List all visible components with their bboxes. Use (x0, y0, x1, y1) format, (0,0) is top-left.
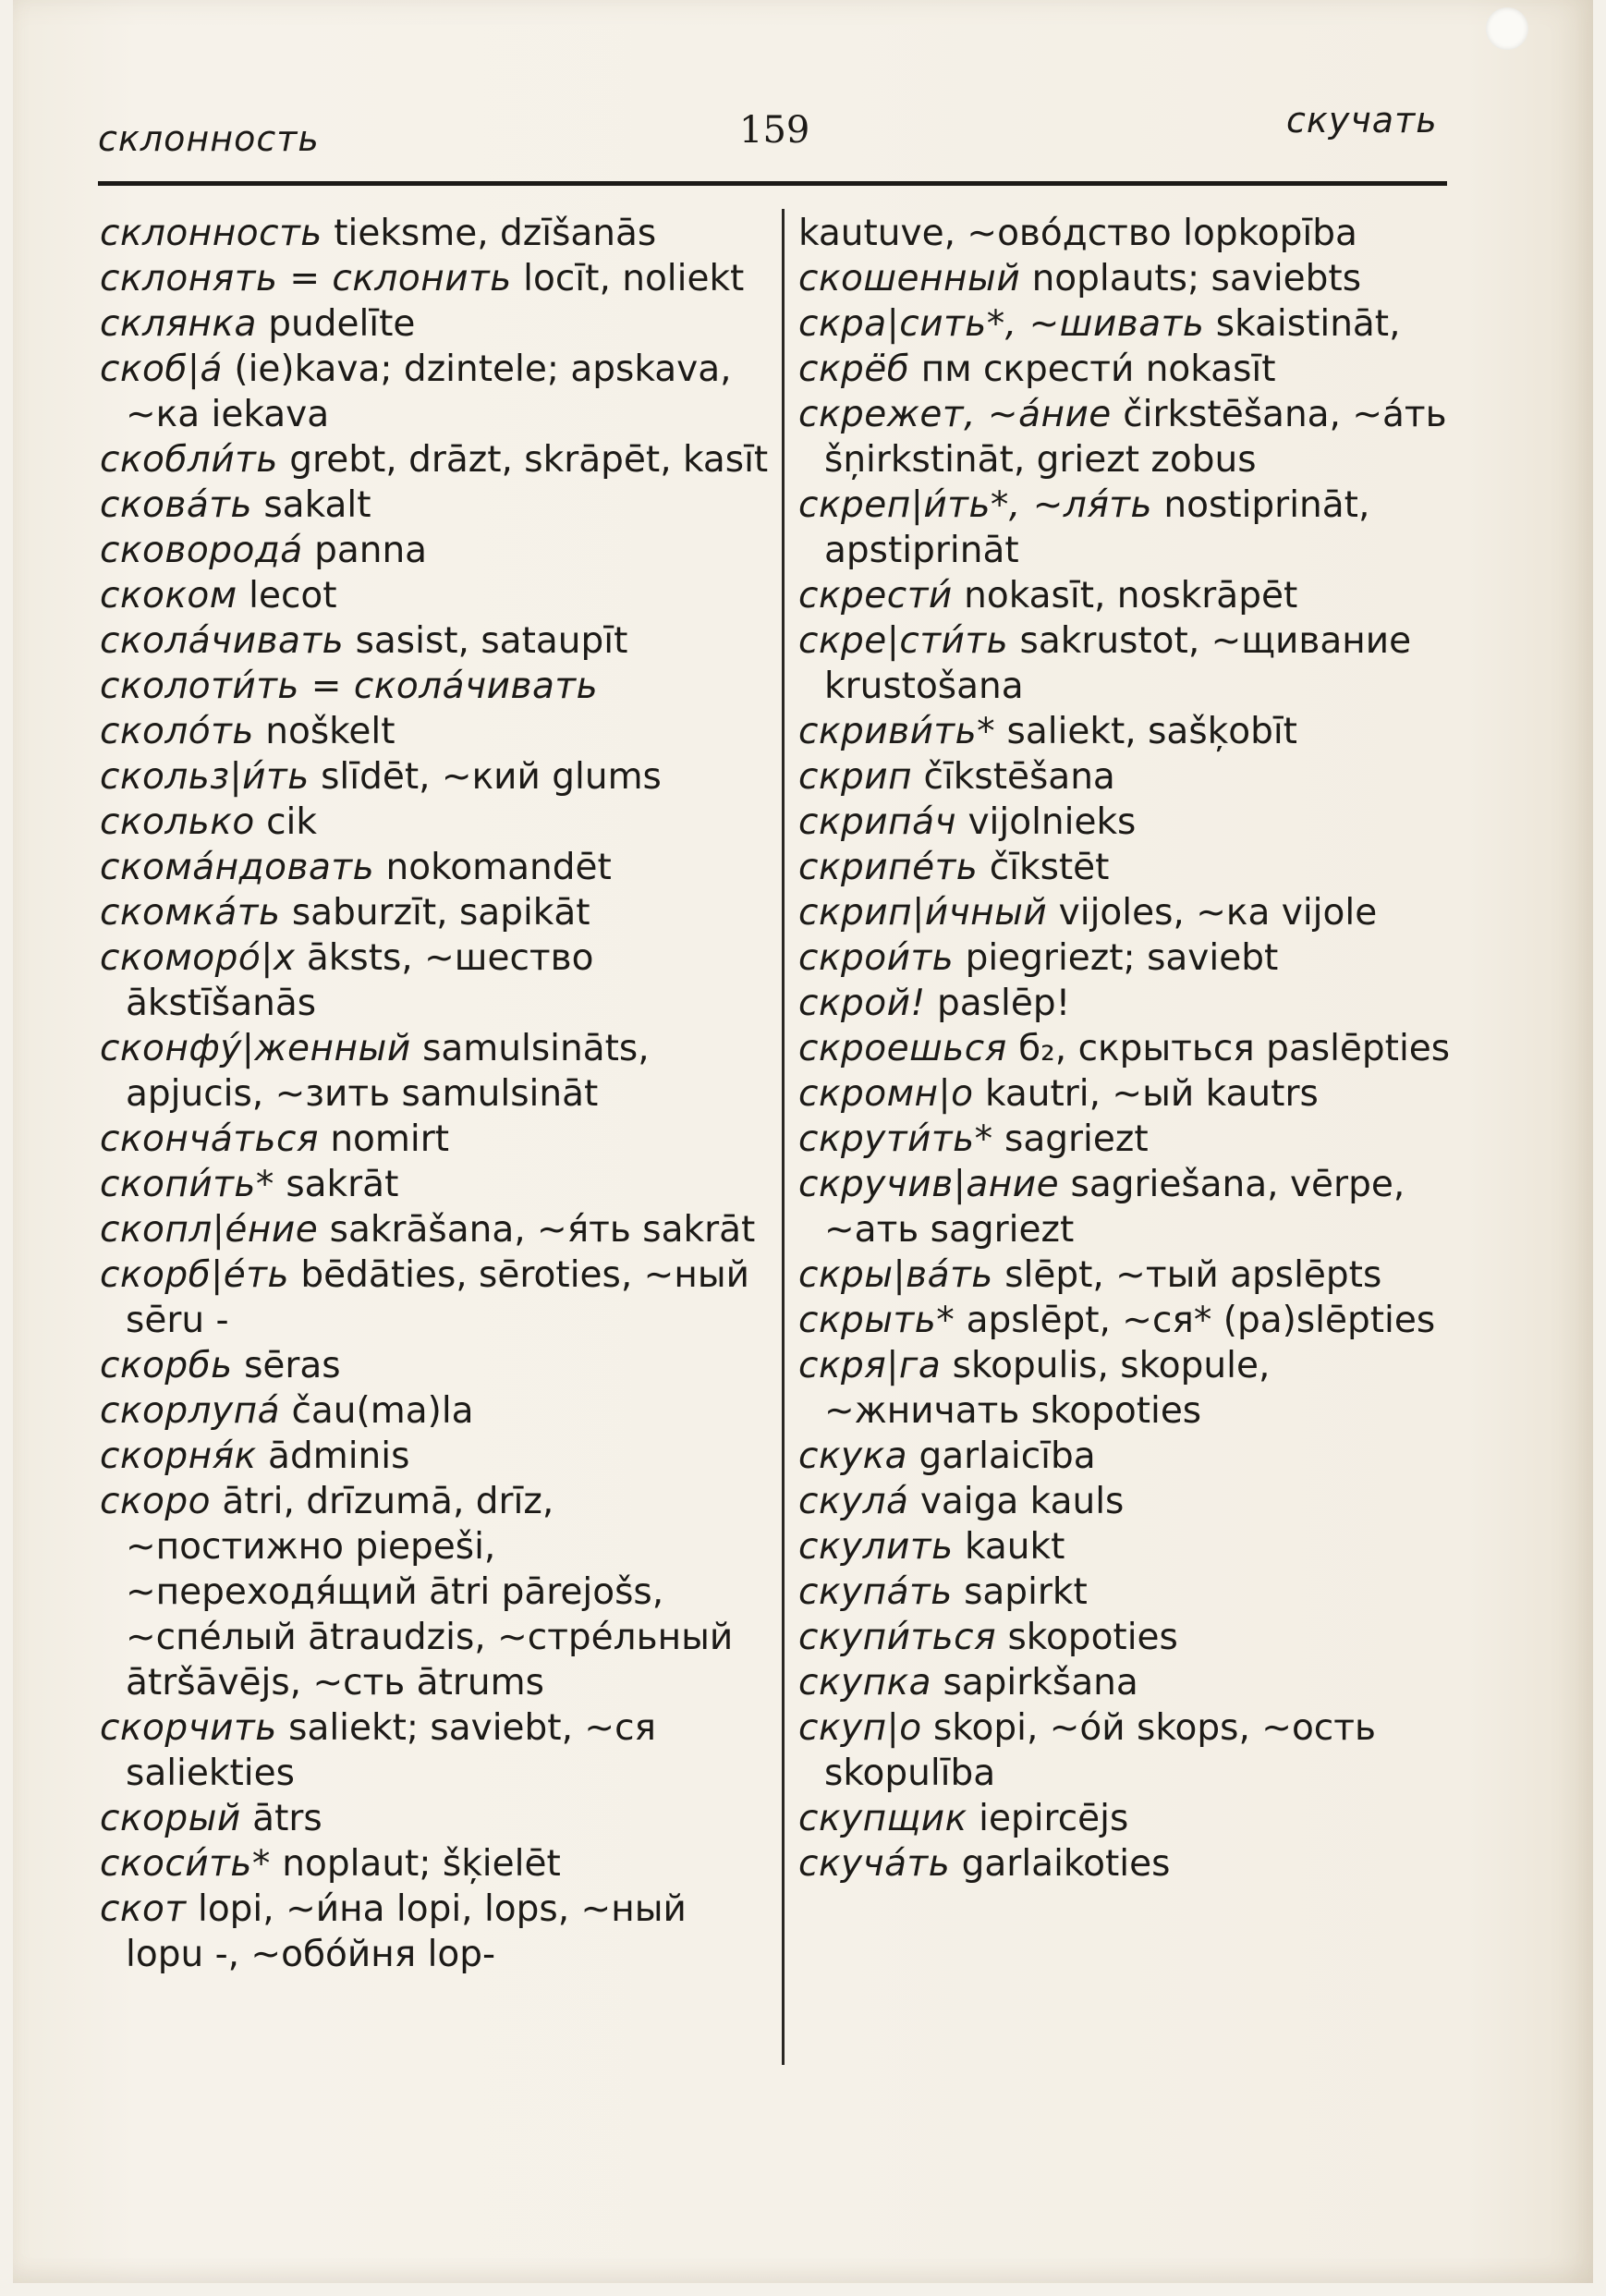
headword: скулить (798, 1526, 954, 1568)
translation: čau(ma)la (291, 1390, 474, 1432)
headword: сколо́ть (100, 711, 254, 752)
dictionary-entry (100, 664, 774, 709)
translation: iepircējs (979, 1798, 1129, 1839)
translation: lopi, ~и́на lopi, lops, ~ный lopu -, ~обо́йня lop- (126, 1888, 687, 1975)
dictionary-entry (798, 1434, 1473, 1479)
translation: lecot (249, 575, 337, 617)
translation: kaukt (964, 1526, 1065, 1568)
headword: скупи́ться (798, 1617, 997, 1658)
translation: sakrāšana, ~я́ть sakrāt (329, 1209, 756, 1251)
headword: скорбь (100, 1345, 233, 1386)
headword: скрип (798, 756, 913, 798)
headword: скупа́ть (798, 1571, 953, 1613)
headword: скоси́ть* (100, 1843, 271, 1885)
translation: ātrs (252, 1798, 322, 1839)
headword: скорня́к (100, 1435, 257, 1477)
headword: скры|ва́ть (798, 1254, 993, 1296)
dictionary-entry (798, 1252, 1473, 1298)
dictionary-entry (798, 1660, 1473, 1705)
headword: скола́чивать (100, 620, 345, 662)
dictionary-entry (100, 1162, 774, 1207)
dictionary-entry (798, 845, 1473, 890)
headword: скрипа́ч (798, 801, 957, 843)
dictionary-entry (100, 1343, 774, 1388)
translation: grebt, drāzt, skrāpēt, kasīt (289, 439, 769, 481)
translation: vijoles, ~ка vijole (1058, 892, 1378, 934)
dictionary-entry (100, 618, 774, 664)
headword: скобли́ть (100, 439, 278, 481)
dictionary-entry (100, 1026, 774, 1117)
dictionary-entry (100, 1207, 774, 1252)
translation: slīdēt, ~кий glums (321, 756, 662, 798)
dictionary-entry (100, 301, 774, 347)
headword: скрыть* (798, 1300, 955, 1341)
headword: скольз|и́ть (100, 756, 310, 798)
dictionary-entry (100, 1434, 774, 1479)
translation: pudelīte (268, 303, 416, 345)
dictionary-entry (100, 845, 774, 890)
headword: скопл|е́ние (100, 1209, 319, 1251)
column-divider (782, 209, 785, 2065)
headword: скоб|а́ (100, 348, 223, 390)
dictionary-entry (798, 256, 1473, 301)
headword: скука (798, 1435, 908, 1477)
translation: sagriezt (1004, 1118, 1149, 1160)
translation: bēdāties, sēroties, ~ный sēru - (126, 1254, 749, 1341)
translation: slēpt, ~тый apslēpts (1004, 1254, 1382, 1296)
headword: скроешься (798, 1028, 1007, 1069)
dictionary-entry (100, 1479, 774, 1705)
translation: sasist, sataupīt (355, 620, 628, 662)
translation: sakrustot, ~щивание krustošana (824, 620, 1412, 707)
translation: paslēp! (937, 983, 1071, 1024)
dictionary-entry (798, 1841, 1473, 1887)
dictionary-entry (798, 1343, 1473, 1434)
headword: скоморо́|х (100, 937, 296, 979)
dictionary-entry (100, 347, 774, 437)
dictionary-entry (100, 528, 774, 573)
headword: скоро (100, 1481, 211, 1522)
translation: б₂, скрыться paslēpties (1018, 1028, 1451, 1069)
dictionary-entry (100, 709, 774, 754)
dictionary-entry (100, 800, 774, 845)
translation: cik (266, 801, 317, 843)
translation: noplauts; saviebts (1031, 258, 1362, 299)
translation: tieksme, dzīšanās (334, 213, 657, 254)
dictionary-entry (798, 709, 1473, 754)
translation: garlaikoties (961, 1843, 1171, 1885)
dictionary-entry (100, 437, 774, 482)
dictionary-entry (798, 800, 1473, 845)
headword: скрои́ть (798, 937, 955, 979)
header-left-guide-word: склонность (98, 118, 320, 159)
dictionary-entry (798, 1162, 1473, 1252)
translation: čīkstēt (989, 847, 1110, 888)
headword: скрип|и́чный (798, 892, 1048, 934)
translation: skopulis, skopule, ~жничать skopoties (824, 1345, 1271, 1432)
dictionary-entry (798, 1117, 1473, 1162)
headword: сковорода́ (100, 530, 303, 571)
headword: скорб|е́ть (100, 1254, 290, 1296)
translation: sakalt (263, 484, 371, 526)
dictionary-entry (100, 890, 774, 935)
translation: apslēpt, ~ся* (pa)slēpties (966, 1300, 1436, 1341)
dictionary-entry (798, 211, 1473, 256)
translation: noškelt (265, 711, 395, 752)
headword: скорлупа́ (100, 1390, 281, 1432)
dictionary-entry (100, 211, 774, 256)
headword: скуча́ть (798, 1843, 951, 1885)
translation: garlaicība (919, 1435, 1096, 1477)
dictionary-entry (100, 1252, 774, 1343)
headword: скомка́ть (100, 892, 281, 934)
dictionary-entry (798, 1569, 1473, 1615)
headword: сконфу́|женный (100, 1028, 411, 1069)
dictionary-entry (100, 1887, 774, 1977)
headword: скуп|о (798, 1707, 922, 1749)
headword: сколько (100, 801, 255, 843)
dictionary-entry (798, 981, 1473, 1026)
headword: скрой! (798, 983, 926, 1024)
headword: склянка (100, 303, 257, 345)
headword: скот (100, 1888, 187, 1930)
headword: скома́ндовать (100, 847, 375, 888)
translation: sapirkt (964, 1571, 1088, 1613)
headword: скрёб (798, 348, 910, 390)
page-number: 159 (739, 109, 810, 152)
headword: скова́ть (100, 484, 252, 526)
dictionary-entry (798, 1615, 1473, 1660)
translation: nokasīt, noskrāpēt (964, 575, 1298, 617)
translation: skaistināt, (1215, 303, 1401, 345)
headword: скреп|и́ть*, ~ля́ть (798, 484, 1152, 526)
right-column (798, 211, 1473, 1887)
headword: скорчить (100, 1707, 277, 1749)
translation: sēras (244, 1345, 341, 1386)
translation: panna (314, 530, 428, 571)
dictionary-entry (798, 890, 1473, 935)
headword: скре|сти́ть (798, 620, 1009, 662)
headword: скручив|ание (798, 1164, 1060, 1205)
translation: locīt, noliekt (523, 258, 745, 299)
translation: saburzīt, sapikāt (291, 892, 590, 934)
header-right-guide-word: скучать (1286, 100, 1438, 140)
headword: скопи́ть* (100, 1164, 274, 1205)
translation: noplaut; šķielēt (282, 1843, 561, 1885)
translation: samulsināts, apjucis, ~зить samulsināt (126, 1028, 650, 1115)
dictionary-entry (798, 754, 1473, 800)
dictionary-entry (798, 1479, 1473, 1524)
dictionary-entry (798, 482, 1473, 573)
translation: vijolnieks (967, 801, 1137, 843)
headword: скриви́ть* (798, 711, 996, 752)
headword: сколоти́ть = скола́чивать (100, 666, 599, 707)
headword: скрипе́ть (798, 847, 979, 888)
dictionary-entry (798, 1705, 1473, 1796)
headword: скрести́ (798, 575, 953, 617)
dictionary-entry (798, 935, 1473, 981)
headword: скупка (798, 1662, 932, 1704)
headword: скула́ (798, 1481, 909, 1522)
translation: пм скрести́ nokasīt (920, 348, 1276, 390)
headword: склонность (100, 213, 322, 254)
translation: kautuve, ~ово́дство lopkopība (798, 213, 1357, 254)
translation: čirkstēšana, ~а́ть šņirkstināt, griezt zobus (824, 394, 1447, 481)
dictionary-entry (798, 392, 1473, 482)
translation: ādminis (268, 1435, 410, 1477)
dictionary-entry (100, 256, 774, 301)
translation: kautri, ~ый kautrs (984, 1073, 1319, 1115)
headword: скорый (100, 1798, 241, 1839)
translation: piegriezt; saviebt (965, 937, 1279, 979)
headword: скошенный (798, 258, 1021, 299)
translation: saliekt, sašķobīt (1006, 711, 1297, 752)
dictionary-entry (798, 1026, 1473, 1071)
dictionary-entry (798, 301, 1473, 347)
dictionary-entry (100, 1117, 774, 1162)
translation: skopi, ~о́й skops, ~ость skopulība (824, 1707, 1376, 1794)
headword: скря|га (798, 1345, 942, 1386)
translation: skopoties (1007, 1617, 1178, 1658)
translation: ātri, drīzumā, drīz, ~постижно piepeši, ~переходя́щий ātri pārejošs, ~спе́лый ātraudzis, ~стре́льный ātršāvējs, ~сть ātrums (126, 1481, 734, 1704)
translation: āksts, ~шество ākstīšanās (126, 937, 594, 1024)
headword: скупщик (798, 1798, 967, 1839)
dictionary-entry (100, 1796, 774, 1841)
translation: sagriešana, vērpe, ~ать sagriezt (824, 1164, 1405, 1251)
translation: nomirt (330, 1118, 450, 1160)
left-column (100, 211, 774, 1977)
translation: nostiprināt, apstiprināt (824, 484, 1370, 571)
dictionary-entry (798, 1796, 1473, 1841)
dictionary-entry (798, 1298, 1473, 1343)
dictionary-entry (100, 754, 774, 800)
dictionary-entry (798, 347, 1473, 392)
header-rule (98, 181, 1447, 186)
headword: скрежет, ~а́ние (798, 394, 1112, 435)
translation: sapirkšana (943, 1662, 1138, 1704)
dictionary-entry (100, 1841, 774, 1887)
headword: скоком (100, 575, 237, 617)
headword: скрути́ть* (798, 1118, 993, 1160)
translation: vaiga kauls (919, 1481, 1125, 1522)
dictionary-entry (100, 1705, 774, 1796)
dictionary-entry (100, 1388, 774, 1434)
headword: склонять = склонить (100, 258, 512, 299)
translation: saliekt; saviebt, ~ся saliekties (126, 1707, 656, 1794)
translation: nokomandēt (385, 847, 612, 888)
headword: сконча́ться (100, 1118, 319, 1160)
dictionary-entry (798, 1071, 1473, 1117)
dictionary-entry (100, 482, 774, 528)
headword: скромн|о (798, 1073, 974, 1115)
headword: скра|сить*, ~шивать (798, 303, 1205, 345)
dictionary-entry (798, 618, 1473, 709)
dictionary-entry (100, 573, 774, 618)
translation: (ie)kava; dzintele; apskava, ~ка iekava (126, 348, 732, 435)
translation: sakrāt (286, 1164, 399, 1205)
dictionary-entry (798, 573, 1473, 618)
punch-hole (1486, 7, 1528, 50)
translation: čīkstēšana (923, 756, 1115, 798)
dictionary-entry (798, 1524, 1473, 1569)
dictionary-entry (100, 935, 774, 1026)
